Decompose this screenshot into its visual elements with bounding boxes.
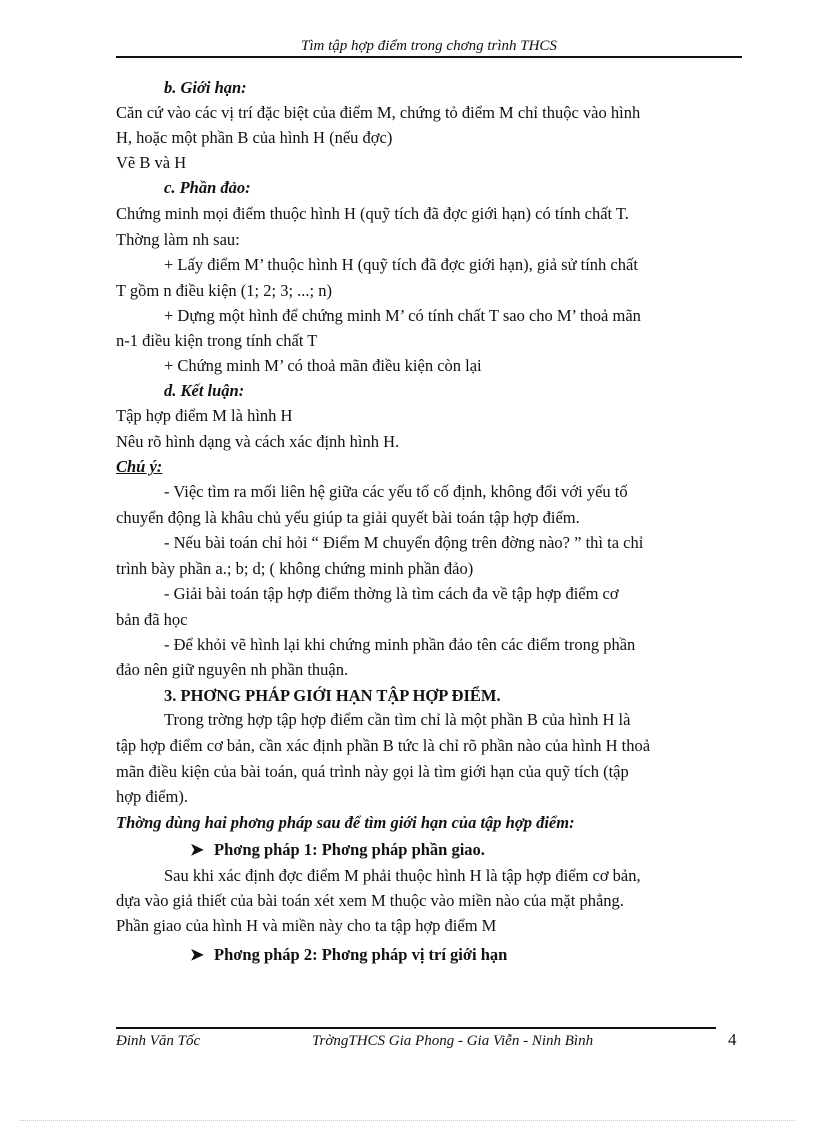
method-1-item — [190, 840, 485, 860]
page-number: 4 — [728, 1030, 737, 1049]
footer-author: Đinh Văn Tốc — [116, 1033, 201, 1049]
text-line: - Nếu bài toán chỉ hỏi “ Điểm M chuyển động trên đờng nào? ” thì ta chỉ — [164, 533, 644, 552]
heading-ket-luan: d. Kết luận: — [164, 381, 245, 400]
text-line: Phần giao của hình H và miền này cho ta tập hợp điểm M — [116, 916, 497, 935]
text-line: n-1 điều kiện trong tính chất T — [116, 331, 318, 350]
text-line: T gồm n điều kiện (1; 2; 3; ...; n) — [116, 281, 333, 300]
text-line: Nêu rõ hình dạng và cách xác định hình H. — [116, 432, 400, 451]
text-line: tập hợp điểm cơ bản, cần xác định phần B tức là chỉ rõ phần nào của hình H thoả — [116, 736, 651, 755]
method-2-label: Phơng pháp 2: Phơng pháp vị trí giới hạn — [214, 945, 508, 964]
text-line: - Giải bài toán tập hợp điểm thờng là tìm cách đa về tập hợp điểm cơ — [164, 584, 619, 603]
text-line: + Lấy điểm M’ thuộc hình H (quỹ tích đã đợc giới hạn), giả sử tính chất — [164, 255, 638, 274]
method-1-label: Phơng pháp 1: Phơng pháp phần giao. — [214, 840, 485, 859]
section-heading-3: 3. PHƠNG PHÁP GIỚI HẠN TẬP HỢP ĐIỂM. — [164, 686, 501, 705]
text-line: + Dựng một hình để chứng minh M’ có tính chất T sao cho M’ thoả mãn — [164, 306, 641, 325]
text-line: + Chứng minh M’ có thoả mãn điều kiện còn lại — [164, 356, 482, 375]
text-line: Căn cứ vào các vị trí đặc biệt của điểm M, chứng tỏ điểm M chỉ thuộc vào hình — [116, 103, 641, 122]
text-line: Sau khi xác định đợc điểm M phải thuộc hình H là tập hợp điểm cơ bản, — [164, 866, 641, 885]
text-line: trình bày phần a.; b; d; ( không chứng minh phần đảo) — [116, 559, 474, 578]
text-line: H, hoặc một phần B của hình H (nếu đợc) — [116, 128, 393, 147]
page-bottom-divider — [20, 1120, 796, 1121]
text-line: - Để khỏi vẽ hình lại khi chứng minh phần đảo tên các điểm trong phần — [164, 635, 636, 654]
text-line: dựa vào giả thiết của bài toán xét xem M thuộc vào miền nào của mặt phẳng. — [116, 891, 624, 910]
text-line: mãn điều kiện của bài toán, quá trình này gọi là tìm giới hạn của quỹ tích (tập — [116, 762, 629, 781]
methods-intro: Thờng dùng hai phơng pháp sau để tìm giới hạn của tập hợp điểm: — [116, 813, 575, 832]
heading-chu-y: Chú ý: — [116, 457, 163, 476]
text-line: Thờng làm nh sau: — [116, 230, 240, 249]
text-line: Tập hợp điểm M là hình H — [116, 406, 293, 425]
page-header: Tìm tập hợp điểm trong chơng trình THCS — [116, 38, 742, 58]
text-line: Vẽ B và H — [116, 153, 187, 172]
footer-school: TrờngTHCS Gia Phong - Gia Viễn - Ninh Bình — [312, 1033, 594, 1049]
heading-phan-dao: c. Phần đảo: — [164, 178, 251, 197]
text-line: Chứng minh mọi điểm thuộc hình H (quỹ tích đã đợc giới hạn) có tính chất T. — [116, 204, 629, 223]
arrow-bullet-icon: ➤ — [190, 840, 204, 859]
heading-gioi-han: b. Giới hạn: — [164, 78, 247, 97]
text-line: đảo nên giữ nguyên nh phần thuận. — [116, 660, 349, 679]
text-line: Trong trờng hợp tập hợp điểm cần tìm chỉ là một phần B của hình H là — [164, 710, 631, 729]
footer-rule — [116, 1027, 716, 1029]
text-line: chuyển động là khâu chủ yếu giúp ta giải quyết bài toán tập hợp điểm. — [116, 508, 580, 527]
text-line: hợp điểm). — [116, 787, 188, 806]
method-2-item — [190, 945, 507, 965]
text-line: - Việc tìm ra mối liên hệ giữa các yếu tố cố định, không đổi với yếu tố — [164, 482, 628, 501]
arrow-bullet-icon: ➤ — [190, 945, 204, 964]
text-line: bản đã học — [116, 610, 188, 629]
